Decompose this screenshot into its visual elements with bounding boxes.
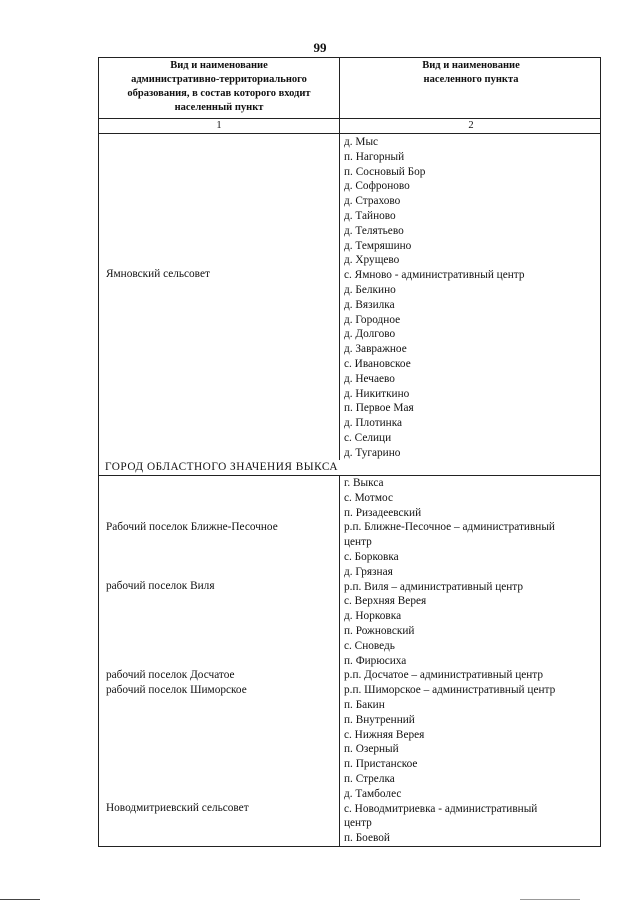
list-item: г. Выкса	[344, 477, 384, 489]
list-item: п. Нагорный	[344, 150, 405, 163]
list-item: д. Телятьево	[344, 224, 404, 237]
district-label: рабочий поселок Виля	[106, 580, 215, 592]
list-item: с. Мотмос	[344, 491, 393, 504]
list-item: д. Норковка	[344, 610, 402, 623]
list-item: д. Хрущево	[344, 254, 400, 267]
list-item: п. Фирюсиха	[344, 654, 407, 667]
column-divider	[339, 58, 340, 846]
list-item: д. Тайново	[344, 209, 396, 222]
list-item: центр	[344, 536, 372, 549]
list-item: д. Городное	[344, 313, 401, 326]
district-label: Новодмитриевский сельсовет	[106, 802, 249, 814]
scan-artifact	[0, 899, 40, 900]
list-item: п. Рожновский	[344, 624, 415, 637]
list-item: п. Озерный	[344, 743, 399, 756]
list-item: д. Мыс	[344, 136, 379, 148]
district-label: Ямновский сельсовет	[106, 268, 210, 280]
list-item: д. Завражное	[344, 343, 407, 356]
list-item: п. Сосновый Бор	[344, 165, 426, 178]
settlements-table	[98, 57, 601, 847]
settlement-list-2	[344, 476, 600, 846]
list-item: д. Грязная	[344, 565, 393, 578]
list-item: д. Темряшино	[344, 239, 412, 252]
list-item: с. Нижняя Верея	[344, 728, 425, 741]
list-item: д. Тамболес	[344, 787, 402, 800]
list-item: п. Стрелка	[344, 772, 395, 785]
list-item: с. Сноведь	[344, 639, 395, 652]
list-item: с. Ивановское	[344, 357, 411, 370]
list-item: центр	[344, 817, 372, 830]
list-item: п. Внутренний	[344, 713, 415, 726]
list-item: д. Софроново	[344, 180, 410, 193]
list-item: д. Тугарино	[344, 446, 401, 459]
list-item: д. Никиткино	[344, 387, 410, 400]
scan-artifact	[520, 899, 580, 900]
list-item: п. Бакин	[344, 698, 385, 711]
city-heading: ГОРОД ОБЛАСТНОГО ЗНАЧЕНИЯ ВЫКСА	[99, 460, 600, 475]
list-item: с. Новодмитриевка - административный	[344, 802, 538, 815]
column-number-left: 1	[216, 120, 222, 131]
list-item: д. Страхово	[344, 195, 401, 208]
list-item: д. Нечаево	[344, 372, 395, 385]
column-number-right: 2	[468, 120, 474, 131]
list-item: д. Долгово	[344, 328, 396, 341]
district-label: рабочий поселок Шиморское	[106, 684, 247, 696]
list-item: д. Белкино	[344, 283, 396, 296]
list-item: с. Селици	[344, 431, 392, 444]
district-label: рабочий поселок Досчатое	[106, 669, 235, 681]
district-label: Рабочий поселок Ближне-Песочное	[106, 521, 278, 533]
header-left: Вид и наименование административно-территориального образования, в состав которого входит населенный пункт	[127, 60, 311, 113]
list-item: р.п. Шиморское – административный центр	[344, 684, 556, 697]
list-item: д. Плотинка	[344, 417, 403, 430]
header-right: Вид и наименование населенного пункта	[422, 60, 520, 85]
list-item: п. Пристанское	[344, 758, 418, 771]
list-item: р.п. Досчатое – административный центр	[344, 669, 544, 682]
list-item: с. Ямново - административный центр	[344, 269, 525, 282]
list-item: п. Первое Мая	[344, 402, 414, 415]
list-item: р.п. Ближне-Песочное – административный	[344, 521, 555, 534]
page-number: 99	[313, 40, 327, 55]
list-item: с. Верхняя Верея	[344, 595, 427, 608]
list-item: д. Вязилка	[344, 298, 395, 311]
column-number-divider	[99, 133, 600, 134]
list-item: с. Борковка	[344, 550, 399, 563]
settlement-list-1	[344, 135, 600, 461]
list-item: р.п. Виля – административный центр	[344, 580, 524, 593]
list-item: п. Ризадеевский	[344, 506, 422, 519]
list-item: п. Боевой	[344, 832, 390, 845]
